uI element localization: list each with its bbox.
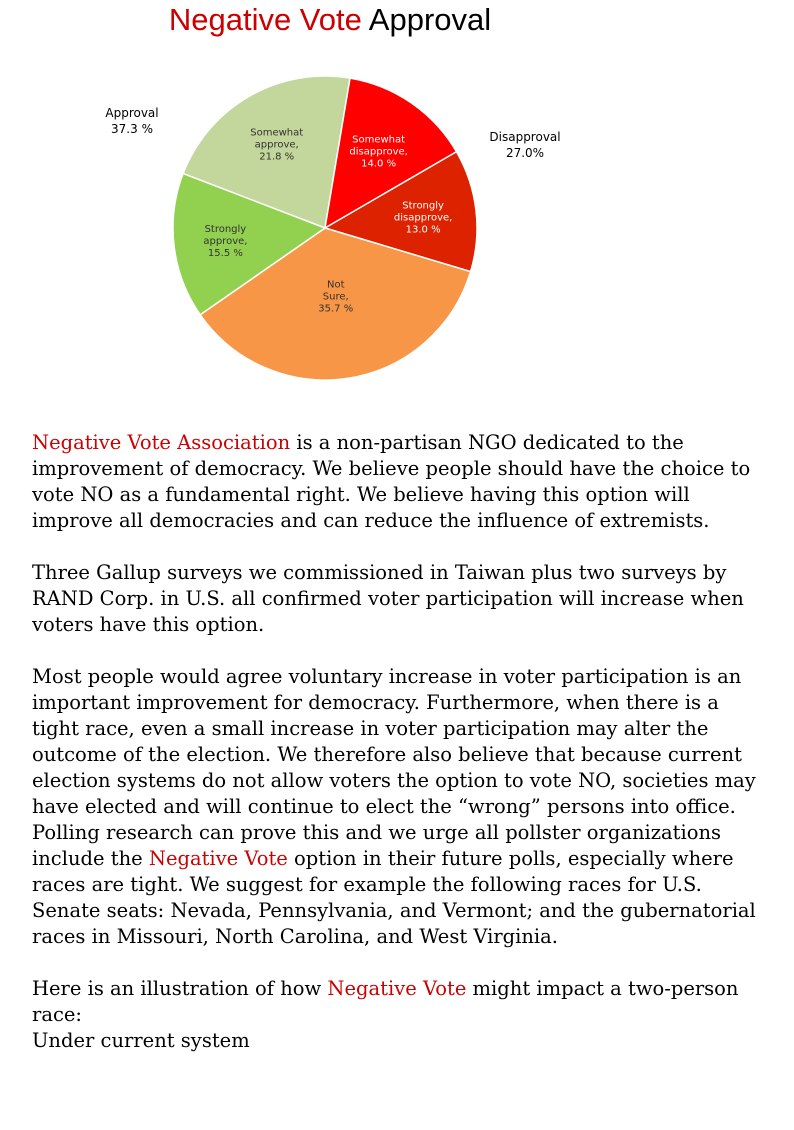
- slice-label: 21.8 %: [259, 151, 295, 163]
- page-title: [0, 0, 660, 40]
- paragraph-illustration: [32, 976, 772, 1028]
- article-body: [32, 430, 772, 1054]
- negative-vote-highlight: Negative Vote: [148, 847, 288, 870]
- paragraph-mission-text: is a non-partisan NGO dedicated to the improvement of democracy. We believe people should have the choice to vote NO as a fundamental right. We believe having this option will improve all democracies and can reduce the influence of extremists.: [32, 431, 751, 532]
- slice-label: disapprove,: [349, 146, 408, 158]
- negative-vote-highlight-2: Negative Vote: [327, 977, 467, 1000]
- paragraph-mission: [32, 430, 772, 534]
- approval-group-label: Approval: [105, 106, 159, 120]
- disapproval-group-label: Disapproval: [489, 130, 561, 144]
- slice-label: Sure,: [322, 291, 349, 303]
- slice-label: Somewhat: [250, 127, 304, 139]
- paragraph-participation-text-b: option in their future polls, especially where races are tight. We suggest for example the following races for U.S. Senate seats: Nevada, Pennsylvania, and Vermont; and the gubernatorial races in Missouri, North Carolina, and West Virginia.: [32, 847, 756, 948]
- title-negative-vote: Negative Vote: [168, 2, 362, 37]
- paragraph-surveys: Three Gallup surveys we commissioned in Taiwan plus two surveys by RAND Corp. in U.S. all confirmed voter participation will increase when voters have this option.: [32, 561, 744, 636]
- paragraph-participation-text-a: Most people would agree voluntary increase in voter participation is an important improvement for democracy. Furthermore, when there is a tight race, even a small increase in voter participation may alter the outcome of the election. We therefore also believe that because current election systems do not allow voters the option to vote NO, societies may have elected and will continue to elect the “wrong” persons into office. Polling research can prove this and we urge all pollster organizations include the: [32, 665, 756, 870]
- slice-label: disapprove,: [393, 212, 453, 224]
- slice-label: approve,: [203, 236, 248, 248]
- slice-label: 14.0 %: [361, 158, 397, 170]
- slice-label: 35.7 %: [318, 303, 354, 315]
- paragraph-current-system: Under current system: [32, 1029, 250, 1052]
- slice-label: 15.5 %: [207, 248, 243, 260]
- approval-pie-chart: [100, 60, 600, 395]
- slice-label: Strongly: [402, 200, 444, 212]
- association-link[interactable]: Negative Vote Association: [32, 431, 291, 454]
- slice-label: approve,: [254, 139, 299, 151]
- paragraph-participation: [32, 664, 772, 950]
- paragraph-illustration-text-a: Here is an illustration of how: [32, 977, 328, 1000]
- approval-group-value: 37.3 %: [111, 122, 153, 136]
- title-approval: Approval: [368, 2, 492, 37]
- slice-label: Strongly: [204, 224, 247, 236]
- paragraph-illustration-text-b: might impact a two-person race:: [32, 977, 739, 1026]
- slice-label: Somewhat: [352, 134, 406, 146]
- slice-label: Not: [327, 279, 345, 291]
- disapproval-group-value: 27.0%: [505, 146, 545, 160]
- slice-label: 13.0 %: [405, 224, 441, 236]
